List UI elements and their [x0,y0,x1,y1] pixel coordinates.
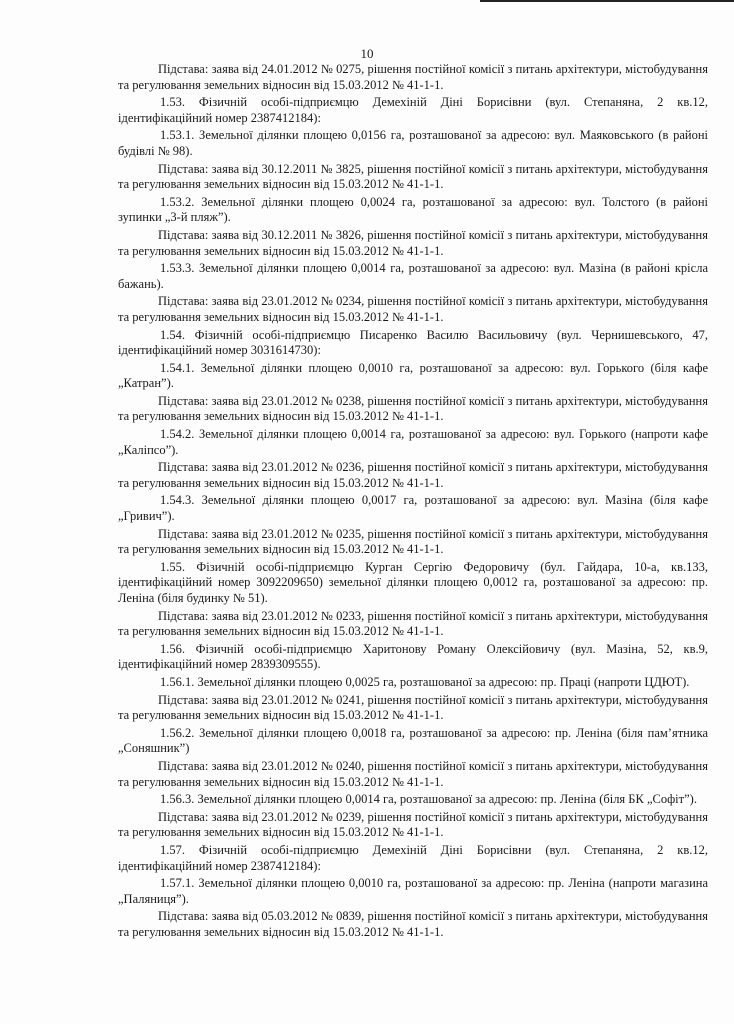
item-paragraph: 1.53.2. Земельної ділянки площею 0,0024 га, розташованої за адресою: вул. Толстого (в районі зупинки „3-й пляж”). [118,194,708,225]
basis-paragraph: Підстава: заява від 05.03.2012 № 0839, рішення постійної комісії з питань архітектури, містобудування та регулювання земельних відносин від 15.03.2012 № 41-1-1. [118,909,708,939]
basis-paragraph: Підстава: заява від 23.01.2012 № 0238, рішення постійної комісії з питань архітектури, містобудування та регулювання земельних відносин від 15.03.2012 № 41-1-1. [118,393,708,424]
item-paragraph: 1.53. Фізичній особі-підприємцю Демехіній Діні Борисівни (вул. Степаняна, 2 кв.12, ідентифікаційний номер 2387412184): [118,95,708,125]
item-paragraph: 1.53.3. Земельної ділянки площею 0,0014 га, розташованої за адресою: вул. Мазіна (в районі крісла бажань). [118,261,708,291]
item-paragraph: 1.56.2. Земельної ділянки площею 0,0018 га, розташованої за адресою: пр. Леніна (біля пам’ятника „Соняшник”) [118,725,708,756]
item-paragraph: 1.55. Фізичній особі-підприємцю Курган Сергію Федоровичу (бул. Гайдара, 10-а, кв.133, ідентифікаційний номер 3092209650) земельної ділянки площею 0,0012 га, розташованої за адресою: пр. Леніна (біля будинку № 51). [118,559,708,605]
basis-paragraph: Підстава: заява від 23.01.2012 № 0233, рішення постійної комісії з питань архітектури, містобудування та регулювання земельних відносин від 15.03.2012 № 41-1-1. [118,608,708,639]
item-paragraph: 1.54.1. Земельної ділянки площею 0,0010 га, розташованої за адресою: вул. Горького (біля кафе „Катран”). [118,360,708,391]
item-paragraph: 1.53.1. Земельної ділянки площею 0,0156 га, розташованої за адресою: вул. Маяковського (в районі будівлі № 98). [118,128,708,158]
basis-paragraph: Підстава: заява від 23.01.2012 № 0236, рішення постійної комісії з питань архітектури, містобудування та регулювання земельних відносин від 15.03.2012 № 41-1-1. [118,460,708,490]
page-number: 10 [360,46,374,61]
basis-paragraph: Підстава: заява від 23.01.2012 № 0239, рішення постійної комісії з питань архітектури, містобудування та регулювання земельних відносин від 15.03.2012 № 41-1-1. [118,809,708,840]
document-body [118,62,708,942]
item-paragraph: 1.57.1. Земельної ділянки площею 0,0010 га, розташованої за адресою: пр. Леніна (напроти магазина „Паляниця”). [118,876,708,906]
basis-paragraph: Підстава: заява від 23.01.2012 № 0235, рішення постійної комісії з питань архітектури, містобудування та регулювання земельних відносин від 15.03.2012 № 41-1-1. [118,526,708,557]
basis-paragraph: Підстава: заява від 23.01.2012 № 0240, рішення постійної комісії з питань архітектури, містобудування та регулювання земельних відносин від 15.03.2012 № 41-1-1. [118,758,708,789]
item-paragraph: 1.56.1. Земельної ділянки площею 0,0025 га, розташованої за адресою: пр. Праці (напроти ЦДЮТ). [160,674,690,689]
item-paragraph: 1.57. Фізичній особі-підприємцю Демехіній Діні Борисівни (вул. Степаняна, 2 кв.12, ідентифікаційний номер 2387412184): [118,842,708,873]
item-paragraph: 1.56. Фізичній особі-підприємцю Харитонову Роману Олексійовичу (вул. Мазіна, 52, кв.9, ідентифікаційний номер 2839309555). [118,641,708,672]
basis-paragraph: Підстава: заява від 23.01.2012 № 0241, рішення постійної комісії з питань архітектури, містобудування та регулювання земельних відносин від 15.03.2012 № 41-1-1. [118,692,708,723]
basis-paragraph: Підстава: заява від 30.12.2011 № 3826, рішення постійної комісії з питань архітектури, містобудування та регулювання земельних відносин від 15.03.2012 № 41-1-1. [118,227,708,258]
item-paragraph: 1.56.3. Земельної ділянки площею 0,0014 га, розташованої за адресою: пр. Леніна (біля БК „Софіт”). [160,792,697,807]
basis-paragraph: Підстава: заява від 30.12.2011 № 3825, рішення постійної комісії з питань архітектури, містобудування та регулювання земельних відносин від 15.03.2012 № 41-1-1. [118,161,708,192]
basis-paragraph: Підстава: заява від 23.01.2012 № 0234, рішення постійної комісії з питань архітектури, містобудування та регулювання земельних відносин від 15.03.2012 № 41-1-1. [118,294,708,324]
top-edge-rule [480,0,734,2]
item-paragraph: 1.54.3. Земельної ділянки площею 0,0017 га, розташованої за адресою: вул. Мазіна (біля кафе „Гривич”). [118,493,708,524]
item-paragraph: 1.54. Фізичній особі-підприємцю Писаренко Василю Васильовичу (вул. Чернишевського, 47, ідентифікаційний номер 3031614730): [118,327,708,358]
item-paragraph: 1.54.2. Земельної ділянки площею 0,0014 га, розташованої за адресою: вул. Горького (напроти кафе „Каліпсо”). [118,427,708,457]
basis-paragraph: Підстава: заява від 24.01.2012 № 0275, рішення постійної комісії з питань архітектури, містобудування та регулювання земельних відносин від 15.03.2012 № 41-1-1. [118,62,708,92]
